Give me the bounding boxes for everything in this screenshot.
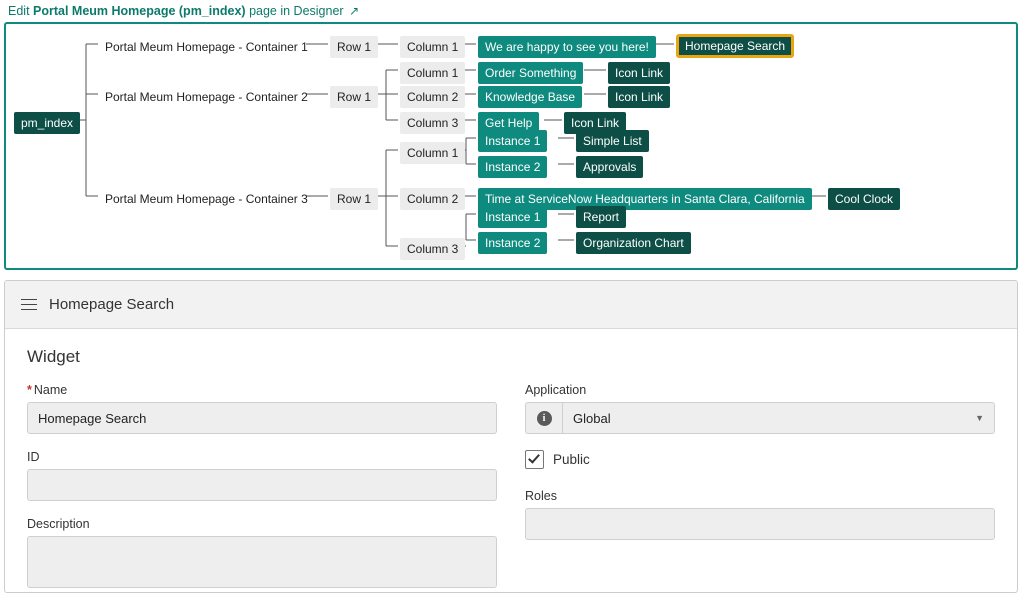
info-icon-glyph: i — [537, 411, 552, 426]
tree-node-column-1-b[interactable]: Column 1 — [400, 62, 465, 84]
field-roles — [525, 489, 995, 540]
breadcrumb-page-name[interactable]: Portal Meum Homepage (pm_index) — [33, 4, 246, 18]
id-input[interactable] — [27, 469, 497, 501]
tree-node-widget-organization-chart[interactable]: Organization Chart — [576, 232, 691, 254]
tree-node-container-3[interactable]: Portal Meum Homepage - Container 3 — [105, 192, 308, 206]
form-left-column — [27, 383, 497, 593]
tree-node-widget-icon-link-2[interactable]: Icon Link — [608, 86, 670, 108]
chevron-down-icon[interactable]: ▼ — [975, 413, 984, 423]
tree-node-widget-knowledge-base[interactable]: Knowledge Base — [478, 86, 582, 108]
tree-node-row-1-b[interactable]: Row 1 — [330, 86, 378, 108]
tree-node-widget-time-servicenow-hq[interactable]: Time at ServiceNow Headquarters in Santa Clara, California — [478, 188, 812, 210]
id-label: ID — [27, 450, 40, 464]
field-application — [525, 383, 995, 434]
tree-node-column-3-b[interactable]: Column 3 — [400, 112, 465, 134]
application-selected-value: Global — [573, 410, 611, 426]
field-description — [27, 517, 497, 591]
field-name — [27, 383, 497, 434]
required-marker: * — [27, 383, 32, 397]
tree-node-instance-1-b[interactable]: Instance 1 — [478, 206, 547, 228]
form-body — [5, 329, 1017, 593]
form-header — [5, 281, 1017, 329]
tree-node-widget-icon-link-3[interactable]: Icon Link — [564, 112, 626, 134]
tree-node-widget-welcome[interactable]: We are happy to see you here! — [478, 36, 656, 58]
tree-node-instance-2-a[interactable]: Instance 2 — [478, 156, 547, 178]
tree-node-widget-order-something[interactable]: Order Something — [478, 62, 583, 84]
public-checkbox[interactable] — [525, 450, 544, 469]
tree-canvas — [6, 24, 1016, 268]
application-label: Application — [525, 383, 587, 397]
roles-label: Roles — [525, 489, 557, 503]
tree-node-column-1-a[interactable]: Column 1 — [400, 36, 465, 58]
tree-node-row-1-c[interactable]: Row 1 — [330, 188, 378, 210]
tree-node-column-2-c[interactable]: Column 2 — [400, 188, 465, 210]
breadcrumb-prefix: Edit — [8, 4, 30, 18]
name-label — [27, 383, 497, 397]
tree-node-instance-2-b[interactable]: Instance 2 — [478, 232, 547, 254]
breadcrumb — [0, 0, 1024, 22]
description-label: Description — [27, 517, 90, 531]
tree-node-column-1-c[interactable]: Column 1 — [400, 142, 465, 164]
menu-icon[interactable] — [21, 299, 37, 311]
tree-node-column-2-b[interactable]: Column 2 — [400, 86, 465, 108]
widget-form-panel — [4, 280, 1018, 593]
application-select[interactable] — [525, 402, 995, 434]
roles-input[interactable] — [525, 508, 995, 540]
tree-node-widget-simple-list[interactable]: Simple List — [576, 130, 649, 152]
public-label: Public — [553, 452, 590, 467]
external-link-icon[interactable]: ↗ — [349, 4, 360, 18]
form-columns — [27, 383, 995, 593]
tree-node-column-3-c[interactable]: Column 3 — [400, 238, 465, 260]
tree-node-widget-cool-clock[interactable]: Cool Clock — [828, 188, 900, 210]
form-right-column — [525, 383, 995, 593]
tree-node-widget-get-help[interactable]: Get Help — [478, 112, 539, 134]
tree-node-container-1[interactable]: Portal Meum Homepage - Container 1 — [105, 40, 308, 54]
form-header-title: Homepage Search — [49, 296, 175, 313]
description-input[interactable] — [27, 536, 497, 588]
info-icon[interactable] — [525, 402, 562, 434]
breadcrumb-suffix: page in Designer — [249, 4, 344, 18]
tree-node-root[interactable]: pm_index — [14, 112, 80, 134]
section-title: Widget — [27, 347, 80, 366]
tree-node-widget-icon-link-1[interactable]: Icon Link — [608, 62, 670, 84]
tree-node-row-1-a[interactable]: Row 1 — [330, 36, 378, 58]
tree-node-container-2[interactable]: Portal Meum Homepage - Container 2 — [105, 90, 308, 104]
tree-node-widget-report[interactable]: Report — [576, 206, 626, 228]
tree-node-instance-1-a[interactable]: Instance 1 — [478, 130, 547, 152]
application-select-box[interactable] — [562, 402, 995, 434]
tree-node-widget-approvals[interactable]: Approvals — [576, 156, 643, 178]
field-public[interactable] — [525, 450, 995, 469]
name-input[interactable] — [27, 402, 497, 434]
name-label-text: Name — [33, 383, 68, 397]
tree-node-widget-homepage-search[interactable]: Homepage Search — [676, 34, 794, 58]
page-structure-tree-panel — [4, 22, 1018, 270]
field-id — [27, 450, 497, 501]
